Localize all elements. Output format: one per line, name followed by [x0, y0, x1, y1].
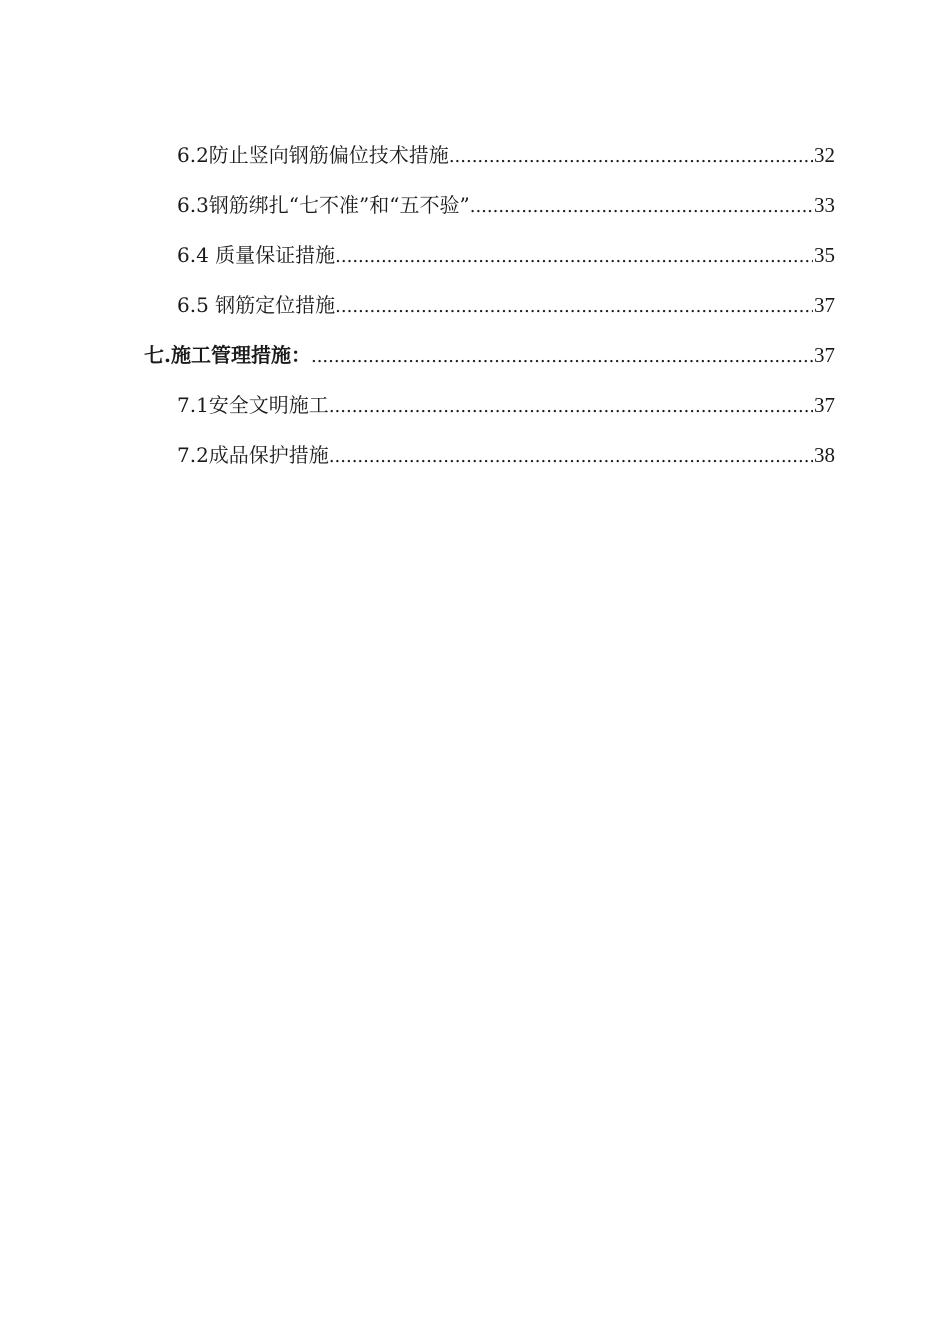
toc-dot-leader	[335, 292, 813, 322]
toc-dot-leader	[470, 192, 813, 222]
toc-entry-label: 6.5 钢筋定位措施	[177, 293, 336, 317]
toc-dot-leader	[449, 142, 813, 172]
toc-entry-label: 7.2成品保护措施	[177, 443, 329, 467]
toc-page-number: 38	[814, 443, 835, 467]
toc-entry-6-3[interactable]	[177, 190, 835, 220]
toc-page-number: 37	[814, 343, 835, 367]
toc-entry-label: 6.2防止竖向钢筋偏位技术措施	[177, 143, 449, 167]
toc-page-number: 33	[814, 193, 835, 217]
toc-dot-leader	[329, 442, 813, 472]
toc-dot-leader	[329, 392, 813, 422]
toc-page-number: 37	[814, 293, 835, 317]
toc-dot-leader	[311, 342, 813, 372]
toc-entry-chapter-7[interactable]	[144, 340, 835, 370]
toc-entry-7-2[interactable]	[177, 440, 835, 470]
toc-entry-label: 7.1安全文明施工	[177, 393, 329, 417]
toc-entry-label: 七.施工管理措施：	[144, 343, 311, 367]
toc-entry-label: 6.4 质量保证措施	[177, 243, 336, 267]
toc-page-number: 37	[814, 393, 835, 417]
toc-page-number: 32	[814, 143, 835, 167]
toc-entry-6-2[interactable]	[177, 140, 835, 170]
toc-dot-leader	[335, 242, 813, 272]
toc-entry-7-1[interactable]	[177, 390, 835, 420]
toc-entry-label: 6.3钢筋绑扎“七不准”和“五不验”	[177, 193, 470, 217]
toc-entry-6-5[interactable]	[177, 290, 835, 320]
toc-entry-6-4[interactable]	[177, 240, 835, 270]
toc-page-number: 35	[814, 243, 835, 267]
